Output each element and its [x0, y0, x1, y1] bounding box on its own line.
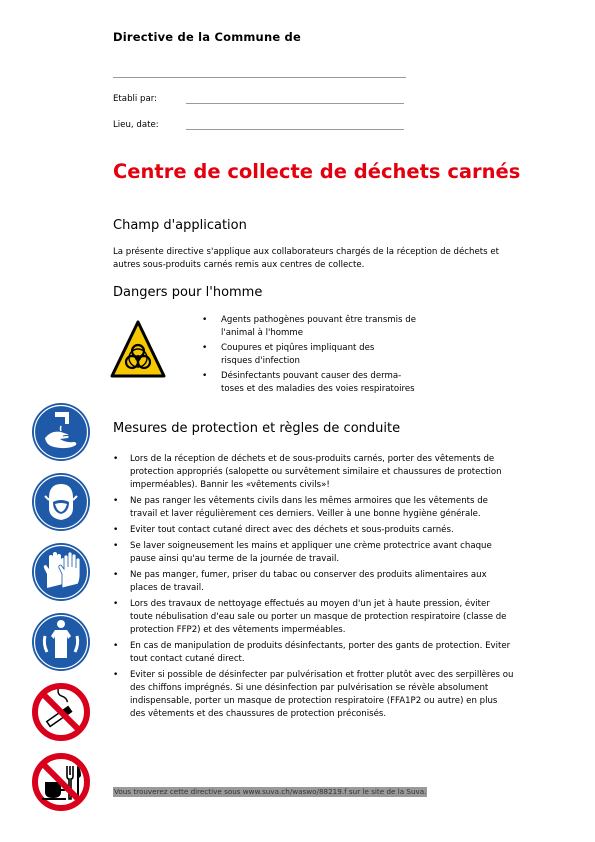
bullet: • — [113, 570, 119, 580]
place-date-label: Lieu, date: — [113, 120, 159, 130]
established-by-label: Etabli par: — [113, 94, 158, 104]
bullet: • — [113, 599, 119, 609]
list-item: • Lors des travaux de nettoyage effectués au moyen d'un jet à haute pression, éviter toute nébulisation d'eau sale ou porter un masque de protection respiratoire (classe de protection FFP2) et des vêtements imperméables. — [113, 599, 507, 635]
established-by-line — [186, 103, 404, 104]
place-date-line — [186, 129, 404, 130]
list-item: • Ne pas ranger les vêtements civils dans les mêmes armoires que les vêtements de travail et laver régulièrement ces derniers. Veiller à une bonne hygiène générale. — [113, 496, 488, 519]
dangers-list — [202, 314, 461, 398]
scope-text-line: La présente directive s'applique aux collaborateurs chargés de la réception de déchets et — [113, 247, 499, 257]
protective-apron-icon — [31, 612, 91, 672]
bullet: • — [113, 496, 119, 506]
protective-mask-icon — [31, 472, 91, 532]
bullet: • — [202, 315, 208, 325]
measures-heading: Mesures de protection et règles de conduite — [113, 421, 401, 436]
bullet: • — [113, 641, 119, 651]
list-item: • Coupures et piqûres impliquant des risques d'infection — [202, 343, 375, 366]
list-item: • Eviter tout contact cutané direct avec des déchets et sous-produits carnés. — [113, 525, 454, 535]
list-item: • Lors de la réception de déchets et de sous-produits carnés, porter des vêtements de protection appropriés (salopette ou survêtement similaire et chaussures de protection imperméables). Bannir les «vêtements civils»! — [113, 454, 502, 490]
scope-text — [113, 246, 583, 272]
biohazard-warning-icon — [110, 316, 166, 392]
list-item: • Désinfectants pouvant causer des derma- toses et des maladies des voies respiratoires — [202, 371, 415, 394]
bullet: • — [113, 541, 119, 551]
scope-text-line: autres sous-produits carnés remis aux centres de collecte. — [113, 260, 365, 270]
bullet: • — [202, 343, 208, 353]
list-item: • Agents pathogènes pouvant être transmis de l'animal à l'homme — [202, 315, 417, 338]
bullet: • — [113, 670, 119, 680]
no-eating-drinking-icon — [31, 752, 91, 812]
list-item: • En cas de manipulation de produits désinfectants, porter des gants de protection. Eviter tout contact cutané direct. — [113, 641, 511, 664]
page-title: Centre de collecte de déchets carnés — [113, 160, 521, 183]
bullet: • — [113, 525, 119, 535]
no-smoking-icon — [31, 682, 91, 742]
list-item: • Se laver soigneusement les mains et appliquer une crème protectrice avant chaque pause ainsi qu'au terme de la journée de travail. — [113, 541, 492, 564]
scope-heading: Champ d'application — [113, 218, 247, 233]
directive-heading: Directive de la Commune de — [113, 30, 301, 44]
footer-note: Vous trouverez cette directive sous www.suva.ch/waswo/88219.f sur le site de la Suva. — [114, 787, 427, 796]
wash-hands-icon — [31, 402, 91, 462]
commune-name-line — [113, 77, 406, 78]
list-item: • Ne pas manger, fumer, priser du tabac ou conserver des produits alimentaires aux places de travail. — [113, 570, 487, 593]
bullet: • — [113, 454, 119, 464]
measures-list — [113, 453, 595, 724]
bullet: • — [202, 371, 208, 381]
dangers-heading: Dangers pour l'homme — [113, 285, 263, 300]
protective-gloves-icon — [31, 542, 91, 602]
list-item: • Eviter si possible de désinfecter par pulvérisation et frotter plutôt avec des serpillères ou des chiffons imprégnés. Si une désinfection par pulvérisation se révèle absolument indispensable, porter un masque de protection respiratoire (FFA1P2 ou autre) en plus des vêtements et des chaussures de protection préconisés. — [113, 670, 514, 719]
